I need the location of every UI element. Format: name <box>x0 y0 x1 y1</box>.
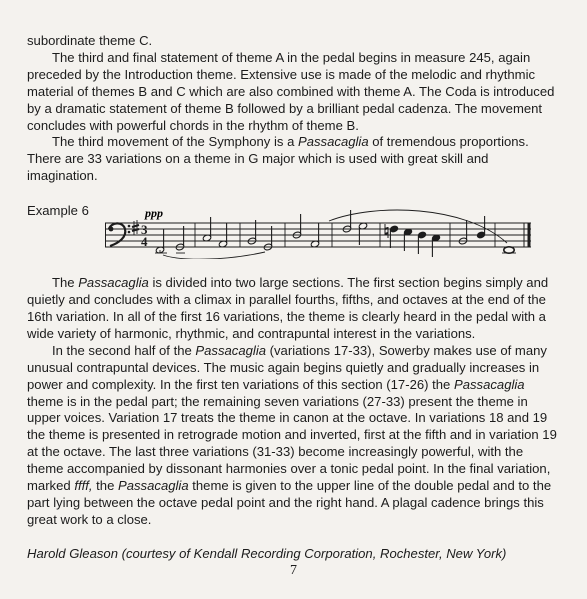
body-text-bottom <box>27 275 557 529</box>
page-number: 7 <box>290 563 297 578</box>
text-run: In the second half of the <box>52 342 196 358</box>
melody-notes <box>155 210 516 259</box>
text-run: theme is in the pedal part; the remaining seven variations (27-33) present the theme in upper voices. Variation 17 treats the theme in canon at the octave. In variations 18 and 19 the theme is presented in retrograde motion and inverted, first at the fifth and in variation 19 at the octave. The last three variations (31-33) become increasingly powerful, with the theme accompanied by dissonant harmonies over a tonic pedal point. In the final variation, marked <box>27 393 557 494</box>
paragraph <box>27 343 557 529</box>
music-staff <box>105 207 535 259</box>
italic-run: Passacaglia <box>195 342 267 358</box>
text-run: (variations 17-33), Sowerby makes use of many unusual contrapuntal devices. The music again begins quietly and gradually increases in power and complexity. In the first ten variations of this section (17-26) the <box>27 342 547 392</box>
svg-text:4: 4 <box>141 234 148 250</box>
sharp-icon <box>132 220 139 235</box>
body-text-top <box>27 33 557 185</box>
italic-run: Passacaglia <box>453 376 525 392</box>
time-signature <box>141 222 148 249</box>
italic-run: ffff, <box>74 478 93 494</box>
text-run: The <box>52 275 79 291</box>
dynamic-marking: ppp <box>145 207 163 221</box>
italic-run: Passacaglia <box>118 478 189 494</box>
text-run: theme is given to the upper line of the double pedal and to the part lying between the octave pedal point and the right hand. A plagal cadence brings this great work to a close. <box>27 478 552 527</box>
credit-line: Harold Gleason (courtesy of Kendall Recording Corporation, Rochester, New York) <box>27 545 507 561</box>
document-page <box>27 33 557 563</box>
text-run: The third movement of the Symphony is a <box>52 134 298 150</box>
paragraph <box>27 50 557 135</box>
text-run: subordinate theme C. <box>27 33 153 48</box>
paragraph <box>27 33 557 50</box>
italic-run: Passacaglia <box>298 134 369 150</box>
text-run: The third and final statement of theme A in the pedal begins in measure 245, again preceded by the Introduction theme. Extensive use is made of the melodic and rhythmic material of themes B and C which are also combined with theme A. The Coda is introduced by a dramatic statement of theme B followed by a brilliant pedal cadenza. The movement concludes with powerful chords in the rhythm of theme B. <box>27 49 555 133</box>
text-run: is divided into two large sections. The first section begins simply and quietly and concludes with a climax in parallel fourths, fifths, and octaves at the end of the 16th variation. In all of the first 16 variations, the theme is clearly heard in the pedal with a wide variety of harmonic, rhythmic, and contrapuntal interest in the variations. <box>27 275 549 341</box>
svg-text:3: 3 <box>141 222 148 238</box>
text-run: the <box>92 478 118 494</box>
music-example <box>27 203 557 259</box>
italic-run: Passacaglia <box>78 275 149 291</box>
example-label: Example 6 <box>27 203 89 219</box>
paragraph <box>27 134 557 185</box>
text-run: of tremendous proportions. There are 33 variations on a theme in G major which is used with great skill and imagination. <box>27 134 529 184</box>
paragraph <box>27 275 557 343</box>
